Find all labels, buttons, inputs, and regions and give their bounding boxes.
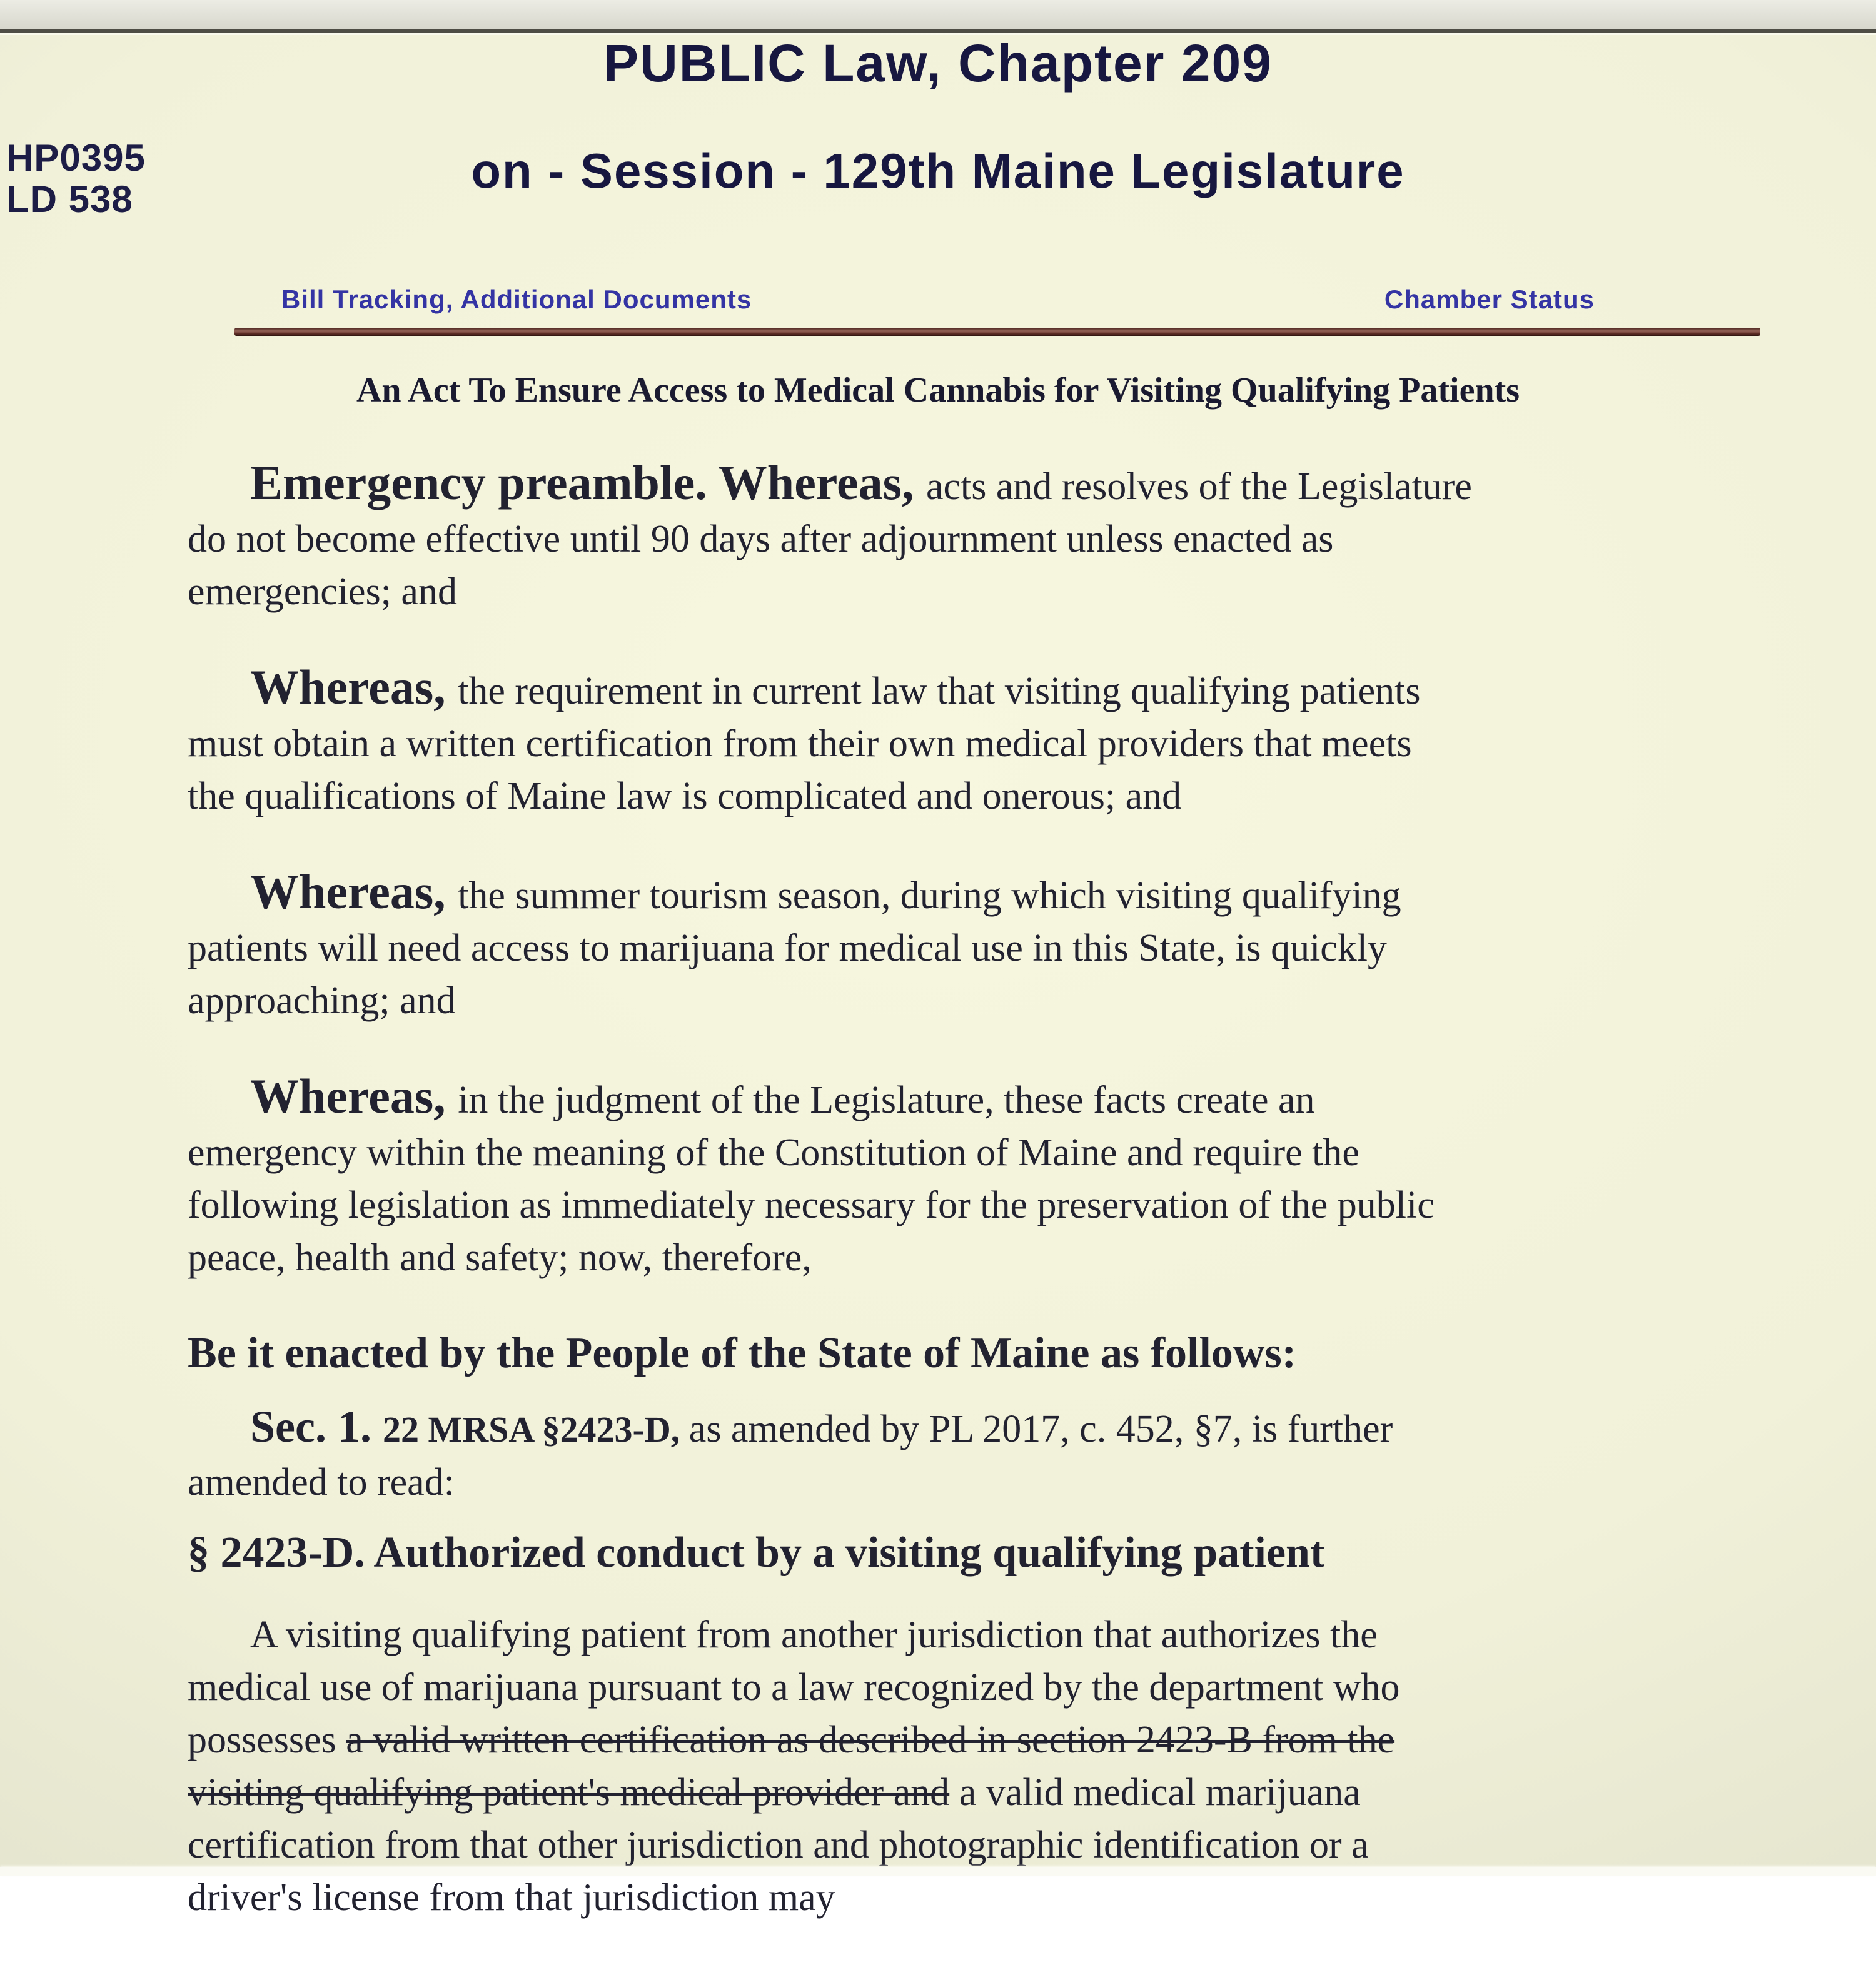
emergency-preamble-lead: Emergency preamble. Whereas, bbox=[250, 455, 926, 510]
whereas-lead: Whereas, bbox=[250, 660, 458, 714]
paragraph-whereas-1: Whereas, the requirement in current law that visiting qualifying patients must obtain a written certification from their own medical providers that meets the qualifications of Maine law is complicated and onerous; and bbox=[188, 660, 1421, 817]
header-rule bbox=[234, 328, 1760, 336]
paragraph-emergency-preamble: Emergency preamble. Whereas, acts and resolves of the Legislature do not become effective until 90 days after adjournment unless enacted as emergencies; and bbox=[188, 455, 1472, 613]
statute-section-heading: § 2423-D. Authorized conduct by a visiting qualifying patient bbox=[188, 1529, 1325, 1577]
bottom-clip-strip bbox=[0, 1867, 1876, 1876]
statute-paragraph: A visiting qualifying patient from another jurisdiction that authorizes the medical use of marijuana pursuant to a law recognized by the department who possesses a valid written certification as described in section 2423-B from the visiting qualifying patient's medical provider and a valid medical marijuana certification from that other jurisdiction and photographic identification or a driver's license from that jurisdiction may bbox=[188, 1614, 1400, 1919]
top-band bbox=[0, 0, 1876, 29]
section-1-lead: Sec. 1. bbox=[250, 1402, 383, 1452]
bill-tracking-link[interactable]: Bill Tracking, Additional Documents bbox=[281, 285, 752, 314]
paragraph-whereas-3: Whereas, in the judgment of the Legislature, these facts create an emergency within the meaning of the Constitution of Maine and require the following legislation as immediately necessary for the preservation of the public peace, health and safety; now, therefore, bbox=[188, 1069, 1435, 1279]
whereas-lead: Whereas, bbox=[250, 1069, 458, 1123]
paragraph-whereas-2: Whereas, the summer tourism season, during which visiting qualifying patients will need access to marijuana for medical use in this State, is quickly approaching; and bbox=[188, 864, 1401, 1022]
act-title: An Act To Ensure Access to Medical Cannabis for Visiting Qualifying Patients bbox=[356, 371, 1520, 410]
bill-number-hp: HP0395 bbox=[6, 137, 146, 179]
section-1-paragraph: Sec. 1. 22 MRSA §2423-D, as amended by PL 2017, c. 452, §7, is further amended to read: bbox=[188, 1402, 1393, 1504]
clipped-last-line: driver's license from that jurisdiction may bbox=[188, 1876, 835, 1919]
struck-text: a valid written certification as described in section 2423-B from the bbox=[346, 1719, 1395, 1761]
page-title: PUBLIC Law, Chapter 209 bbox=[603, 34, 1273, 93]
statute-citation: 22 MRSA §2423-D, bbox=[382, 1409, 689, 1450]
session-title: on - Session - 129th Maine Legislature bbox=[471, 143, 1405, 198]
document-body bbox=[188, 457, 1763, 1967]
chamber-status-link[interactable]: Chamber Status bbox=[1384, 285, 1595, 314]
bill-number-ld: LD 538 bbox=[6, 178, 133, 220]
header-links-row bbox=[281, 284, 1595, 315]
whereas-lead: Whereas, bbox=[250, 864, 458, 919]
enacting-clause: Be it enacted by the People of the State of Maine as follows: bbox=[188, 1329, 1297, 1377]
struck-text: visiting qualifying patient's medical provider and bbox=[188, 1771, 950, 1814]
